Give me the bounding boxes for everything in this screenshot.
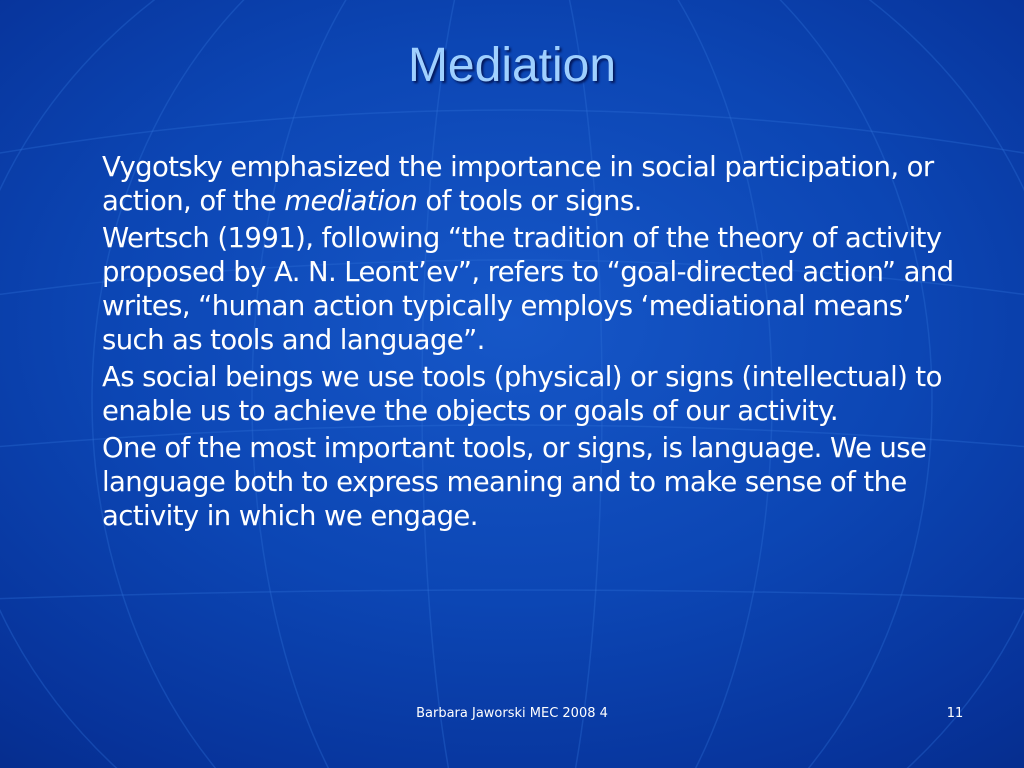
paragraph-vygotsky bbox=[102, 150, 972, 218]
paragraph-vygotsky-text-start: Vygotsky emphasized the importance in social participation, or action, of the bbox=[102, 151, 934, 217]
slide-footer: Barbara Jaworski MEC 2008 4 bbox=[416, 706, 608, 721]
slide-body bbox=[102, 150, 972, 536]
paragraph-social-beings: As social beings we use tools (physical) or signs (intellectual) to enable us to achieve the objects or goals of our activity. bbox=[102, 361, 942, 427]
page-number: 11 bbox=[946, 706, 964, 721]
paragraph-wertsch: Wertsch (1991), following “the tradition of the theory of activity proposed by A. N. Leont’ev”, refers to “goal-directed action” and writes, “human action typically employs ‘mediational means’ such as tools and language”. bbox=[102, 222, 954, 356]
paragraph-vygotsky-text-end: of tools or signs. bbox=[417, 185, 642, 217]
paragraph-language: One of the most important tools, or signs, is language. We use language both to express meaning and to make sense of the activity in which we engage. bbox=[102, 432, 927, 532]
slide-title: Mediation bbox=[407, 39, 617, 92]
emphasis-mediation: mediation bbox=[284, 185, 418, 217]
